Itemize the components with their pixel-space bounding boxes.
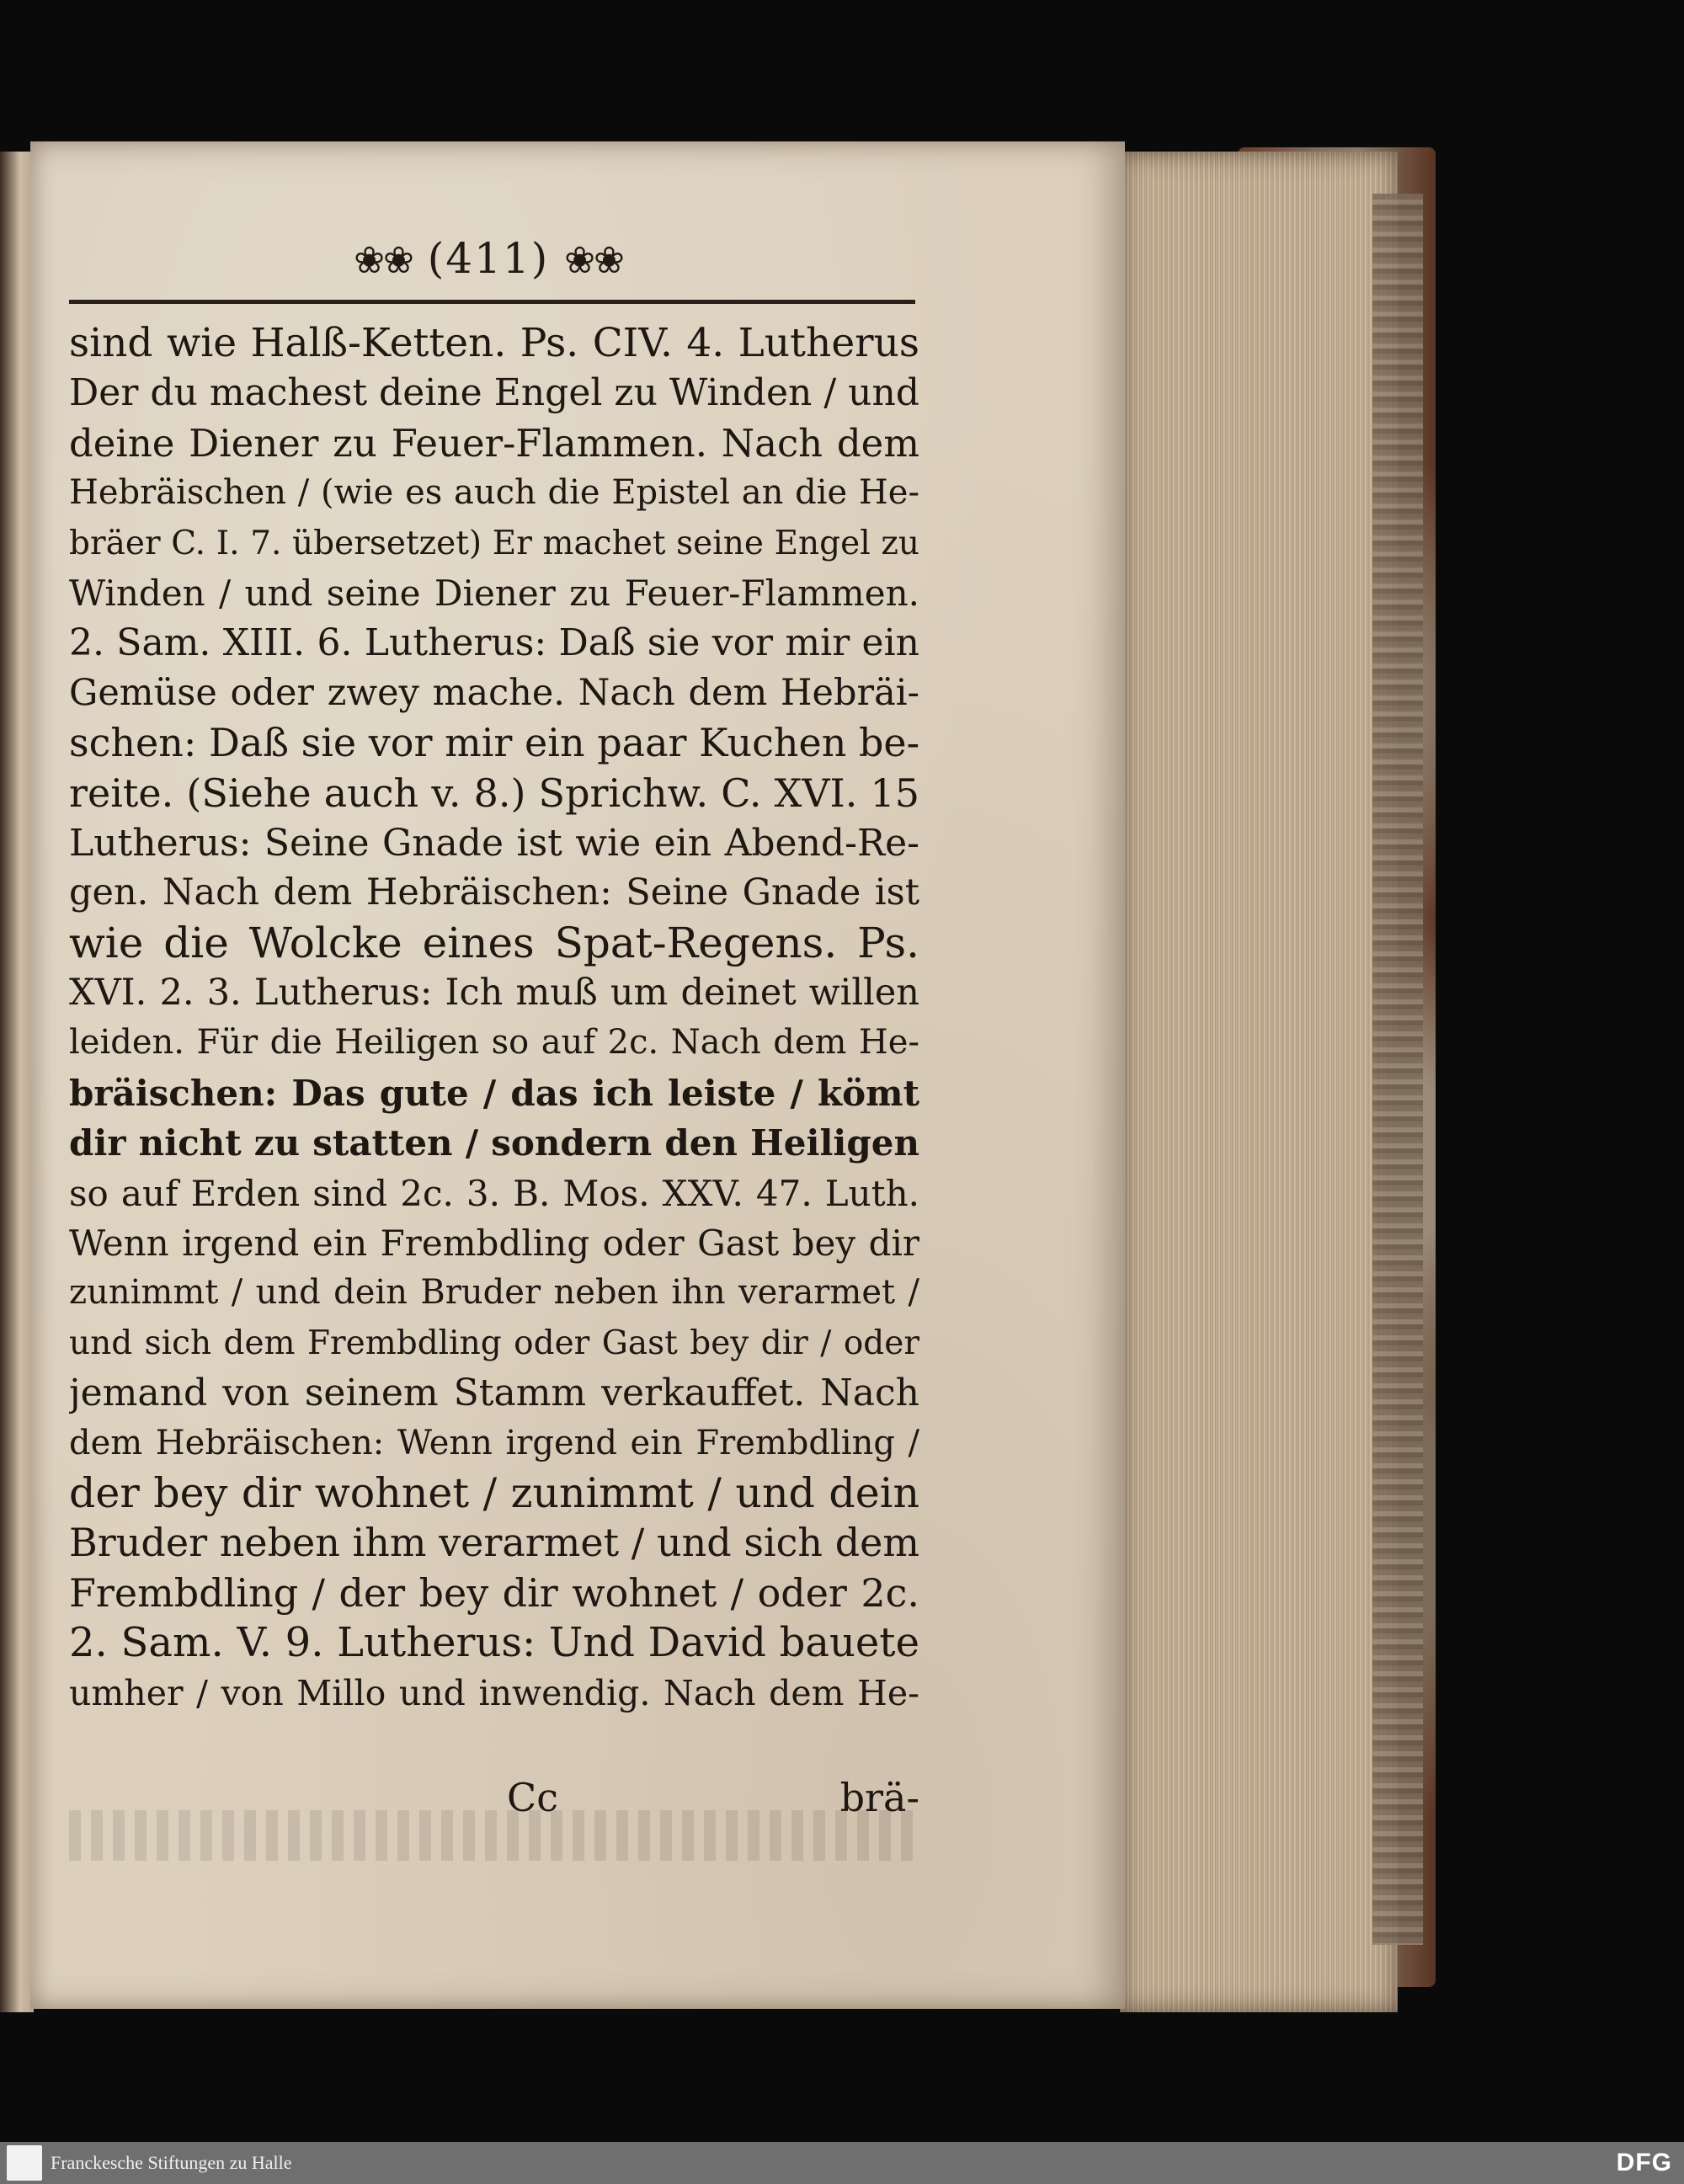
text-line: der bey dir wohnet / zunimmt / und dein bbox=[69, 1468, 919, 1517]
text-line: und sich dem Frembdling oder Gast bey dir / oder bbox=[69, 1324, 919, 1362]
institution-logo-icon bbox=[7, 2145, 42, 2181]
text-line: dir nicht zu statten / sondern den Heiligen bbox=[69, 1122, 919, 1164]
text-line: Winden / und seine Diener zu Feuer-Flammen. bbox=[69, 572, 919, 614]
text-line: Wenn irgend ein Frembdling oder Gast bey dir bbox=[69, 1223, 919, 1265]
header-rule bbox=[69, 300, 915, 304]
text-line: umher / von Millo und inwendig. Nach dem He- bbox=[69, 1672, 919, 1713]
text-line: 2. Sam. XIII. 6. Lutherus: Daß sie vor mir ein bbox=[69, 621, 919, 665]
header-ornament-right: ❀❀ bbox=[564, 239, 623, 282]
text-line: bräischen: Das gute / das ich leiste / kömt bbox=[69, 1072, 919, 1114]
page-footer bbox=[69, 1775, 919, 1825]
header-ornament-left: ❀❀ bbox=[354, 239, 413, 282]
text-line: XVI. 2. 3. Lutherus: Ich muß um deinet willen bbox=[69, 972, 919, 1015]
page-body-text bbox=[69, 318, 919, 1718]
text-line: wie die Wolcke eines Spat-Regens. Ps. bbox=[69, 918, 919, 967]
text-line: Der du machest deine Engel zu Winden / und bbox=[69, 371, 919, 415]
text-line: Gemüse oder zwey mache. Nach dem Hebräi- bbox=[69, 671, 919, 714]
text-line: dem Hebräischen: Wenn irgend ein Frembdling / bbox=[69, 1423, 919, 1462]
text-line: Frembdling / der bey dir wohnet / oder 2c. bbox=[69, 1569, 919, 1616]
page-number: (411) bbox=[427, 234, 550, 283]
text-line: bräer C. I. 7. übersetzet) Er machet seine Engel zu bbox=[69, 524, 919, 562]
institution-name: Franckesche Stiftungen zu Halle bbox=[51, 2152, 292, 2173]
facing-page-edge bbox=[0, 152, 34, 2012]
text-line: deine Diener zu Feuer-Flammen. Nach dem bbox=[69, 420, 919, 466]
dfg-logo: DFG bbox=[1616, 2149, 1672, 2176]
signature-mark: Cc bbox=[507, 1775, 558, 1820]
cover-spine-edge bbox=[1372, 194, 1423, 1945]
text-line: Bruder neben ihm verarmet / und sich dem bbox=[69, 1520, 919, 1566]
text-line: jemand von seinem Stamm verkauffet. Nach bbox=[69, 1372, 919, 1415]
text-line: Hebräischen / (wie es auch die Epistel an die He- bbox=[69, 473, 919, 513]
text-line: gen. Nach dem Hebräischen: Seine Gnade ist bbox=[69, 871, 919, 914]
viewer-footer-bar bbox=[0, 2142, 1684, 2184]
page-edges bbox=[1120, 152, 1398, 2012]
text-line: so auf Erden sind 2c. 3. B. Mos. XXV. 47. Luth. bbox=[69, 1172, 919, 1214]
text-line: schen: Daß sie vor mir ein paar Kuchen be- bbox=[69, 720, 919, 766]
text-line: 2. Sam. V. 9. Lutherus: Und David bauete bbox=[69, 1619, 919, 1667]
catchword: brä- bbox=[839, 1775, 919, 1820]
page-header bbox=[320, 234, 657, 283]
text-line: sind wie Halß-Ketten. Ps. CIV. 4. Lutherus bbox=[69, 320, 919, 366]
text-line: leiden. Für die Heiligen so auf 2c. Nach dem He- bbox=[69, 1023, 919, 1063]
text-line: zunimmt / und dein Bruder neben ihn verarmet / bbox=[69, 1273, 919, 1313]
text-line: Lutherus: Seine Gnade ist wie ein Abend-Re- bbox=[69, 821, 919, 865]
text-line: reite. (Siehe auch v. 8.) Sprichw. C. XVI. 15 bbox=[69, 770, 919, 816]
